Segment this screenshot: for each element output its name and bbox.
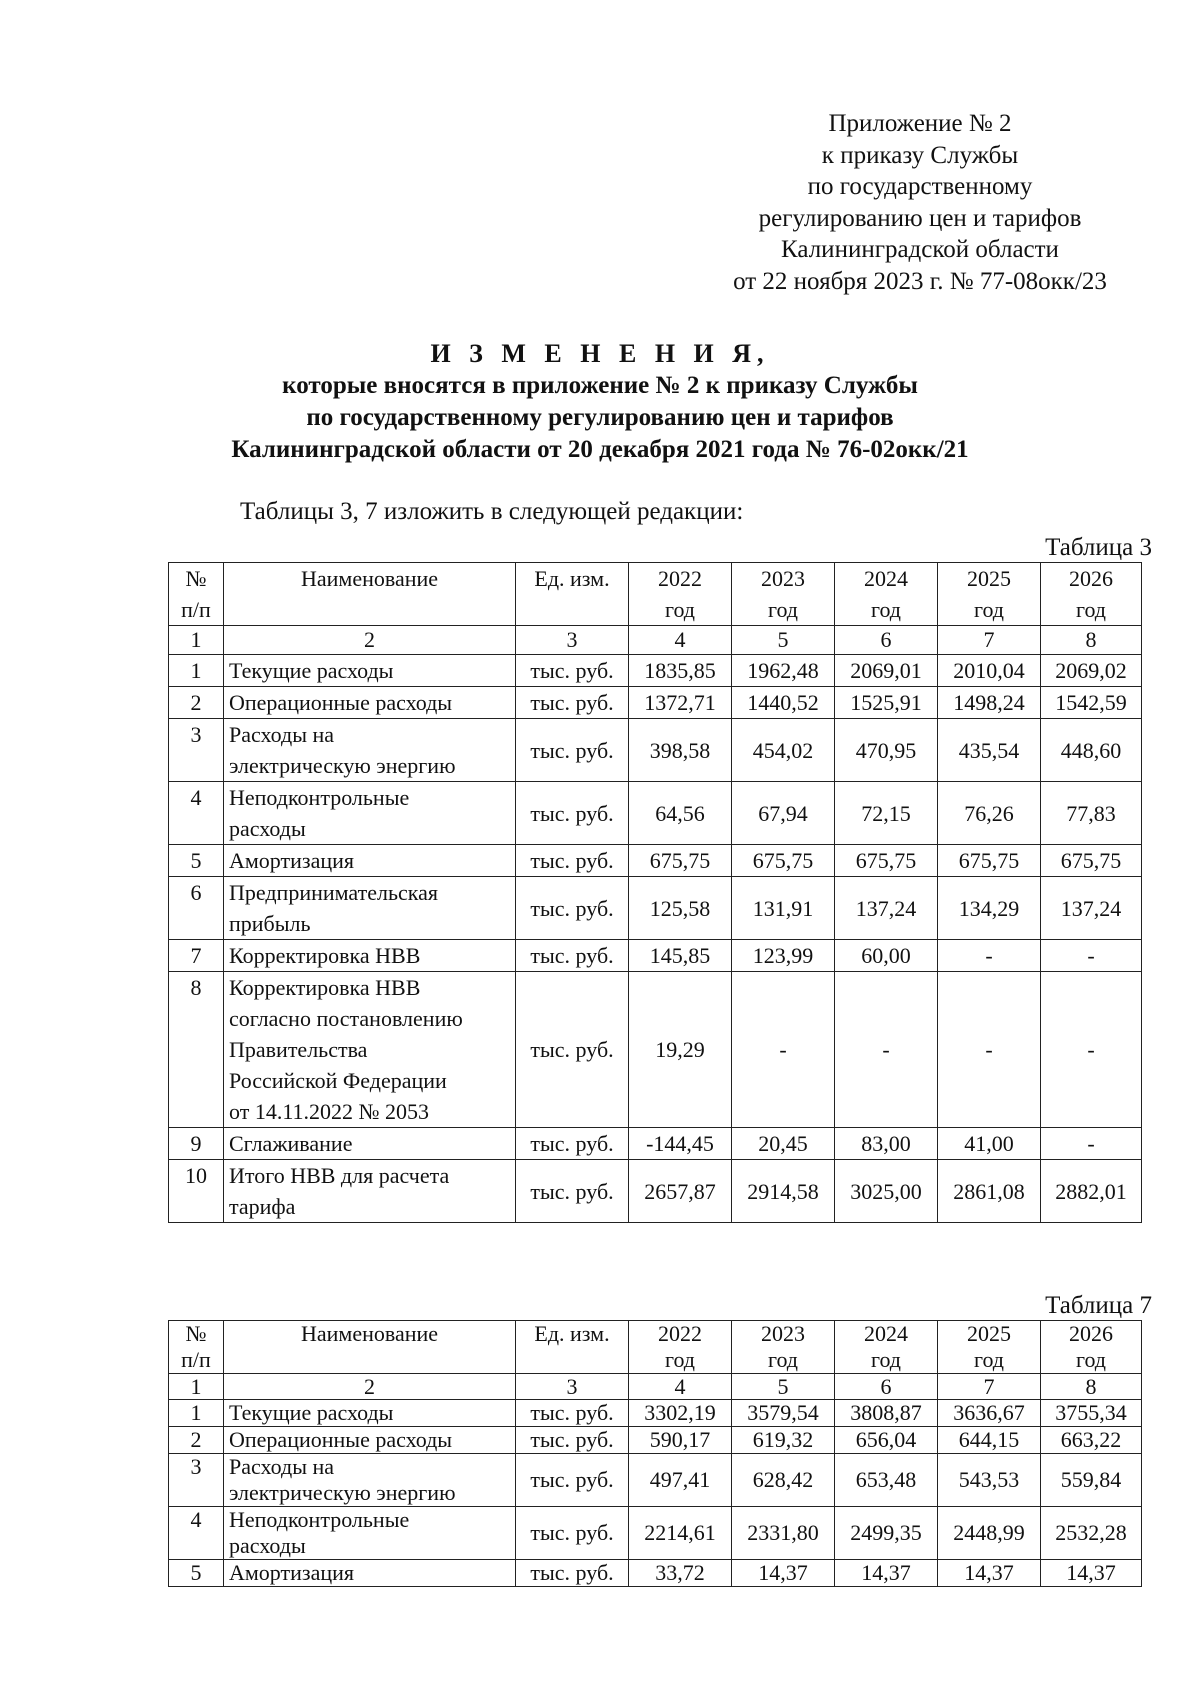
row-value-cell: 497,41 (629, 1454, 732, 1507)
row-value-cell: - (1041, 940, 1142, 972)
row-unit-cell: тыс. руб. (516, 940, 629, 972)
row-unit-cell: тыс. руб. (516, 1400, 629, 1427)
row-value-cell: 1525,91 (835, 687, 938, 719)
header-year-cell (938, 563, 1041, 626)
header-year-suffix: год (767, 597, 799, 622)
row-value-cell: 134,29 (938, 877, 1041, 940)
row-value-cell: 1962,48 (732, 655, 835, 687)
row-name-line: электрическую энергию (229, 753, 456, 778)
row-name-cell (224, 845, 516, 877)
row-name-line: расходы (229, 1533, 306, 1558)
row-value-cell: - (938, 940, 1041, 972)
column-index-cell: 1 (169, 1374, 224, 1400)
row-value-cell: -144,45 (629, 1128, 732, 1160)
row-value-cell: 60,00 (835, 940, 938, 972)
header-year: 2023 (761, 566, 805, 591)
row-value-cell: 33,72 (629, 1560, 732, 1587)
row-name-cell (224, 1128, 516, 1160)
table-row (169, 1400, 1142, 1427)
row-value-cell: 1498,24 (938, 687, 1041, 719)
row-value-cell: 1542,59 (1041, 687, 1142, 719)
row-name-line: электрическую энергию (229, 1480, 456, 1505)
row-value-cell: 2532,28 (1041, 1507, 1142, 1560)
header-year-cell (835, 1321, 938, 1374)
row-value-cell: 590,17 (629, 1427, 732, 1454)
row-name-line: Правительства (229, 1037, 368, 1062)
header-num-line: № (185, 1321, 207, 1346)
header-year-cell (732, 563, 835, 626)
row-name-line: Корректировка НВВ (229, 975, 421, 1000)
row-value-cell: 14,37 (938, 1560, 1041, 1587)
header-year-cell (835, 563, 938, 626)
column-index-cell: 3 (516, 626, 629, 655)
row-value-cell: 3808,87 (835, 1400, 938, 1427)
row-name-line: Текущие расходы (229, 658, 394, 683)
row-name-cell (224, 972, 516, 1128)
header-unit-cell: Ед. изм. (516, 1321, 629, 1374)
row-name-line: Российской Федерации (229, 1068, 447, 1093)
row-name-line: Текущие расходы (229, 1400, 394, 1425)
table-row (169, 1507, 1142, 1560)
row-unit-cell: тыс. руб. (516, 845, 629, 877)
title-line: которые вносятся в приложение № 2 к приказу Службы (282, 372, 918, 399)
row-name-cell (224, 1507, 516, 1560)
header-year-suffix: год (870, 1347, 902, 1372)
row-value-cell: 76,26 (938, 782, 1041, 845)
table-row (169, 940, 1142, 972)
column-index-cell: 4 (629, 1374, 732, 1400)
header-year: 2026 (1069, 566, 1113, 591)
row-value-cell: 137,24 (835, 877, 938, 940)
row-value-cell: 14,37 (835, 1560, 938, 1587)
header-row (169, 1321, 1142, 1374)
row-value-cell: 653,48 (835, 1454, 938, 1507)
title-line: по государственному регулированию цен и тарифов (306, 404, 894, 431)
header-row (169, 563, 1142, 626)
title-heading: И З М Е Н Е Н И Я, (430, 339, 770, 368)
header-year-suffix: год (664, 1347, 696, 1372)
header-year-suffix: год (973, 1347, 1005, 1372)
column-index-cell: 1 (169, 626, 224, 655)
header-year-cell (629, 563, 732, 626)
row-unit-cell: тыс. руб. (516, 719, 629, 782)
column-index-cell: 8 (1041, 626, 1142, 655)
row-value-cell: - (1041, 1128, 1142, 1160)
row-value-cell: 2069,01 (835, 655, 938, 687)
row-num-cell: 1 (169, 1400, 224, 1427)
row-num-cell: 4 (169, 1507, 224, 1560)
row-value-cell: 2882,01 (1041, 1160, 1142, 1223)
row-value-cell: 619,32 (732, 1427, 835, 1454)
row-value-cell: 675,75 (835, 845, 938, 877)
row-value-cell: 19,29 (629, 972, 732, 1128)
header-year-cell (938, 1321, 1041, 1374)
row-name-cell (224, 1400, 516, 1427)
row-name-line: Итого НВВ для расчета (229, 1163, 450, 1188)
row-value-cell: 3579,54 (732, 1400, 835, 1427)
row-value-cell: 663,22 (1041, 1427, 1142, 1454)
row-value-cell: 628,42 (732, 1454, 835, 1507)
row-name-cell (224, 1454, 516, 1507)
column-index-cell: 5 (732, 1374, 835, 1400)
column-index-cell: 7 (938, 626, 1041, 655)
row-value-cell: 675,75 (938, 845, 1041, 877)
header-year-cell (1041, 1321, 1142, 1374)
row-unit-cell: тыс. руб. (516, 782, 629, 845)
column-index-row (169, 1374, 1142, 1400)
header-year-suffix: год (1075, 597, 1107, 622)
row-value-cell: 64,56 (629, 782, 732, 845)
row-value-cell: 3636,67 (938, 1400, 1041, 1427)
row-value-cell: 72,15 (835, 782, 938, 845)
appendix-line: регулированию цен и тарифов (758, 204, 1082, 232)
table-row (169, 845, 1142, 877)
row-unit-cell: тыс. руб. (516, 1160, 629, 1223)
row-name-line: Амортизация (229, 848, 355, 873)
table-row (169, 687, 1142, 719)
appendix-line: от 22 ноября 2023 г. № 77-08окк/23 (733, 267, 1107, 295)
row-num-cell: 2 (169, 1427, 224, 1454)
appendix-line: Калининградской области (781, 236, 1059, 263)
row-name-line: Неподконтрольные (229, 785, 410, 810)
row-num-cell: 5 (169, 845, 224, 877)
appendix-block (700, 108, 1140, 297)
row-name-line: от 14.11.2022 № 2053 (229, 1099, 429, 1124)
document-title (150, 338, 1050, 466)
row-value-cell: 2861,08 (938, 1160, 1041, 1223)
header-year: 2024 (864, 566, 908, 591)
row-name-cell (224, 719, 516, 782)
table-row (169, 782, 1142, 845)
row-name-line: прибыль (229, 911, 311, 936)
row-value-cell: 1440,52 (732, 687, 835, 719)
row-value-cell: 1835,85 (629, 655, 732, 687)
row-value-cell: 644,15 (938, 1427, 1041, 1454)
row-num-cell: 3 (169, 719, 224, 782)
row-value-cell: 435,54 (938, 719, 1041, 782)
table-row (169, 1128, 1142, 1160)
row-name-cell (224, 687, 516, 719)
header-year: 2022 (658, 566, 702, 591)
row-name-line: Операционные расходы (229, 690, 453, 715)
row-unit-cell: тыс. руб. (516, 1454, 629, 1507)
row-name-line: тарифа (229, 1194, 296, 1219)
row-value-cell: 2331,80 (732, 1507, 835, 1560)
header-year-suffix: год (973, 597, 1005, 622)
table-row (169, 1427, 1142, 1454)
row-name-line: согласно постановлению (229, 1006, 463, 1031)
row-name-line: Сглаживание (229, 1131, 353, 1156)
row-num-cell: 10 (169, 1160, 224, 1223)
row-value-cell: 3302,19 (629, 1400, 732, 1427)
row-num-cell: 3 (169, 1454, 224, 1507)
row-name-line: Расходы на (229, 722, 335, 747)
row-num-cell: 4 (169, 782, 224, 845)
row-value-cell: 656,04 (835, 1427, 938, 1454)
header-year: 2022 (658, 1321, 702, 1346)
header-year-suffix: год (870, 597, 902, 622)
table3 (168, 562, 1142, 1223)
row-value-cell: 131,91 (732, 877, 835, 940)
header-year-suffix: год (664, 597, 696, 622)
header-year: 2024 (864, 1321, 908, 1346)
row-name-line: Корректировка НВВ (229, 943, 421, 968)
table7 (168, 1320, 1142, 1587)
row-value-cell: 145,85 (629, 940, 732, 972)
row-name-line: Предпринимательская (229, 880, 439, 905)
intro-text: Таблицы 3, 7 изложить в следующей редакции: (240, 498, 744, 525)
row-value-cell: 675,75 (629, 845, 732, 877)
row-name-line: Операционные расходы (229, 1427, 453, 1452)
appendix-line: по государственному (807, 173, 1033, 200)
row-value-cell: 123,99 (732, 940, 835, 972)
row-unit-cell: тыс. руб. (516, 687, 629, 719)
row-unit-cell: тыс. руб. (516, 1507, 629, 1560)
row-value-cell: 448,60 (1041, 719, 1142, 782)
header-num-line: п/п (181, 597, 211, 622)
row-unit-cell: тыс. руб. (516, 1427, 629, 1454)
column-index-cell: 6 (835, 1374, 938, 1400)
row-unit-cell: тыс. руб. (516, 1560, 629, 1587)
row-name-cell (224, 1160, 516, 1223)
row-value-cell: - (1041, 972, 1142, 1128)
row-value-cell: - (938, 972, 1041, 1128)
row-num-cell: 5 (169, 1560, 224, 1587)
row-name-cell (224, 782, 516, 845)
table-row (169, 972, 1142, 1128)
table-row (169, 1160, 1142, 1223)
row-value-cell: 559,84 (1041, 1454, 1142, 1507)
row-name-cell (224, 1560, 516, 1587)
table-row (169, 719, 1142, 782)
row-value-cell: 2214,61 (629, 1507, 732, 1560)
column-index-cell: 3 (516, 1374, 629, 1400)
appendix-line: к приказу Службы (821, 141, 1019, 169)
row-value-cell: 137,24 (1041, 877, 1142, 940)
row-name-line: Расходы на (229, 1454, 335, 1479)
row-name-line: Амортизация (229, 1560, 355, 1585)
row-unit-cell: тыс. руб. (516, 655, 629, 687)
row-value-cell: 3755,34 (1041, 1400, 1142, 1427)
row-value-cell: 14,37 (1041, 1560, 1142, 1587)
row-name-line: расходы (229, 816, 306, 841)
column-index-cell: 4 (629, 626, 732, 655)
row-value-cell: 1372,71 (629, 687, 732, 719)
header-num-line: № (185, 566, 207, 591)
row-value-cell: 2499,35 (835, 1507, 938, 1560)
appendix-line: Приложение № 2 (828, 110, 1012, 137)
row-value-cell: 83,00 (835, 1128, 938, 1160)
column-index-cell: 2 (224, 626, 516, 655)
header-year-suffix: год (1075, 1347, 1107, 1372)
header-year: 2026 (1069, 1321, 1113, 1346)
row-value-cell: 2914,58 (732, 1160, 835, 1223)
row-value-cell: 675,75 (1041, 845, 1142, 877)
row-name-cell (224, 1427, 516, 1454)
row-value-cell: 3025,00 (835, 1160, 938, 1223)
header-num-line: п/п (181, 1347, 211, 1372)
header-year-suffix: год (767, 1347, 799, 1372)
row-value-cell: 20,45 (732, 1128, 835, 1160)
row-name-cell (224, 940, 516, 972)
header-year: 2025 (967, 1321, 1011, 1346)
header-num-cell (169, 563, 224, 626)
header-name-cell: Наименование (224, 563, 516, 626)
header-year-cell (732, 1321, 835, 1374)
row-value-cell: 77,83 (1041, 782, 1142, 845)
header-year: 2023 (761, 1321, 805, 1346)
row-value-cell: 675,75 (732, 845, 835, 877)
table-row (169, 877, 1142, 940)
row-value-cell: 398,58 (629, 719, 732, 782)
row-value-cell: - (732, 972, 835, 1128)
row-value-cell: 67,94 (732, 782, 835, 845)
row-num-cell: 8 (169, 972, 224, 1128)
row-num-cell: 9 (169, 1128, 224, 1160)
column-index-row (169, 626, 1142, 655)
header-num-cell (169, 1321, 224, 1374)
row-num-cell: 6 (169, 877, 224, 940)
row-value-cell: 454,02 (732, 719, 835, 782)
row-unit-cell: тыс. руб. (516, 877, 629, 940)
header-year-cell (629, 1321, 732, 1374)
row-value-cell: 41,00 (938, 1128, 1041, 1160)
row-unit-cell: тыс. руб. (516, 972, 629, 1128)
table-row (169, 1454, 1142, 1507)
row-name-cell (224, 877, 516, 940)
table-row (169, 1560, 1142, 1587)
row-value-cell: 2657,87 (629, 1160, 732, 1223)
row-unit-cell: тыс. руб. (516, 1128, 629, 1160)
row-value-cell: 14,37 (732, 1560, 835, 1587)
header-unit-cell: Ед. изм. (516, 563, 629, 626)
column-index-cell: 2 (224, 1374, 516, 1400)
table3-label: Таблица 3 (1045, 534, 1152, 561)
column-index-cell: 8 (1041, 1374, 1142, 1400)
row-name-cell (224, 655, 516, 687)
table7-label: Таблица 7 (1045, 1292, 1152, 1319)
column-index-cell: 5 (732, 626, 835, 655)
header-year: 2025 (967, 566, 1011, 591)
column-index-cell: 6 (835, 626, 938, 655)
row-num-cell: 2 (169, 687, 224, 719)
header-name-cell: Наименование (224, 1321, 516, 1374)
row-value-cell: 2448,99 (938, 1507, 1041, 1560)
row-name-line: Неподконтрольные (229, 1507, 410, 1532)
title-line: Калининградской области от 20 декабря 2021 года № 76-02окк/21 (231, 436, 969, 463)
row-value-cell: 543,53 (938, 1454, 1041, 1507)
row-value-cell: - (835, 972, 938, 1128)
row-num-cell: 1 (169, 655, 224, 687)
row-value-cell: 125,58 (629, 877, 732, 940)
row-num-cell: 7 (169, 940, 224, 972)
header-year-cell (1041, 563, 1142, 626)
row-value-cell: 2069,02 (1041, 655, 1142, 687)
table-row (169, 655, 1142, 687)
row-value-cell: 470,95 (835, 719, 938, 782)
row-value-cell: 2010,04 (938, 655, 1041, 687)
column-index-cell: 7 (938, 1374, 1041, 1400)
